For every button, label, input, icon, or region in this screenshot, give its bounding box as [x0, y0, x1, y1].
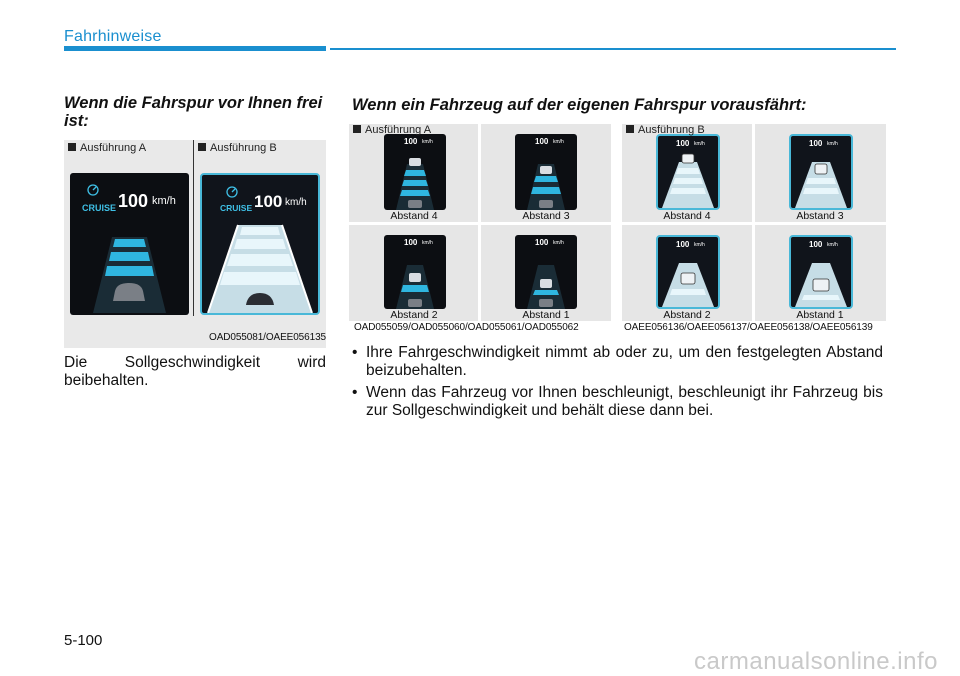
distance-label: Abstand 3 — [522, 210, 570, 222]
mini-display: 100 km/h — [515, 235, 577, 309]
distance-cell — [349, 225, 478, 321]
mini-display: 100 km/h — [656, 235, 720, 309]
distance-cell — [481, 124, 611, 222]
bullet-square-icon — [626, 125, 634, 133]
mini-display: 100 km/h — [789, 235, 853, 309]
speed-unit: km/h — [152, 195, 176, 207]
left-heading: Wenn die Fahrspur vor Ihnen frei ist: — [64, 94, 323, 130]
group-b-code: OAEE056136/OAEE056137/OAEE056138/OAEE056139 — [624, 322, 873, 333]
speed-value: 100 — [254, 192, 283, 211]
left-figure — [64, 140, 326, 348]
cluster-display-b — [200, 173, 320, 315]
mini-display: 100 km/h — [384, 235, 446, 309]
right-heading-wrap — [352, 96, 892, 114]
left-variant-a-label: Ausführung A — [68, 142, 146, 154]
mini-display: 100 km/h — [515, 134, 577, 210]
group-a-label: Ausführung A — [353, 124, 431, 136]
figure-divider — [193, 140, 194, 316]
group-b-label: Ausführung B — [626, 124, 705, 136]
bullet-square-icon — [198, 143, 206, 151]
distance-figure-b — [622, 124, 886, 334]
distance-label: Abstand 4 — [390, 210, 438, 222]
bullet-item: • Ihre Fahrgeschwindigkeit nimmt ab oder zu, um den festgelegten Abstand beizubehalten. — [352, 344, 883, 380]
distance-cell — [755, 124, 886, 222]
distance-label: Abstand 2 — [663, 309, 711, 321]
distance-figure-a — [349, 124, 611, 334]
left-heading-wrap — [64, 94, 326, 130]
bullet-item: • Wenn das Fahrzeug vor Ihnen beschleunigt, beschleunigt ihr Fahrzeug bis zur Sollgeschwindigkeit und behält diese dann bei. — [352, 384, 883, 420]
group-a-code: OAD055059/OAD055060/OAD055061/OAD055062 — [354, 322, 579, 333]
section-title: Fahrhinweise — [64, 28, 162, 45]
distance-label: Abstand 3 — [796, 210, 844, 222]
header-rule-thin — [330, 48, 896, 50]
cruise-label: CRUISE — [220, 203, 253, 213]
bullet-square-icon — [68, 143, 76, 151]
cruise-label: CRUISE — [82, 203, 117, 213]
page-number: 5-100 — [64, 632, 103, 649]
distance-cell — [622, 225, 752, 321]
distance-cell — [622, 124, 752, 222]
distance-cell — [349, 124, 478, 222]
right-bullets — [352, 344, 883, 424]
speed-unit: km/h — [285, 197, 307, 208]
distance-label: Abstand 2 — [390, 309, 438, 321]
watermark: carmanualsonline.info — [694, 648, 938, 675]
distance-label: Abstand 1 — [522, 309, 570, 321]
cluster-display-a — [70, 173, 189, 315]
mini-display: 100 km/h — [656, 134, 720, 210]
distance-cell — [481, 225, 611, 321]
mini-display: 100 km/h — [789, 134, 853, 210]
left-variant-b-label: Ausführung B — [198, 142, 277, 154]
right-heading: Wenn ein Fahrzeug auf der eigenen Fahrspur vorausfährt: — [352, 96, 807, 114]
mini-display: 100 km/h — [384, 134, 446, 210]
distance-label: Abstand 4 — [663, 210, 711, 222]
left-image-code: OAD055081/OAEE056135 — [209, 332, 326, 343]
header-rule-thick — [64, 46, 326, 51]
distance-label: Abstand 1 — [796, 309, 844, 321]
distance-cell — [755, 225, 886, 321]
bullet-square-icon — [353, 125, 361, 133]
speed-value: 100 — [118, 191, 149, 211]
left-body-text: Die Sollgeschwindigkeit wird beibehalten. — [64, 354, 326, 389]
